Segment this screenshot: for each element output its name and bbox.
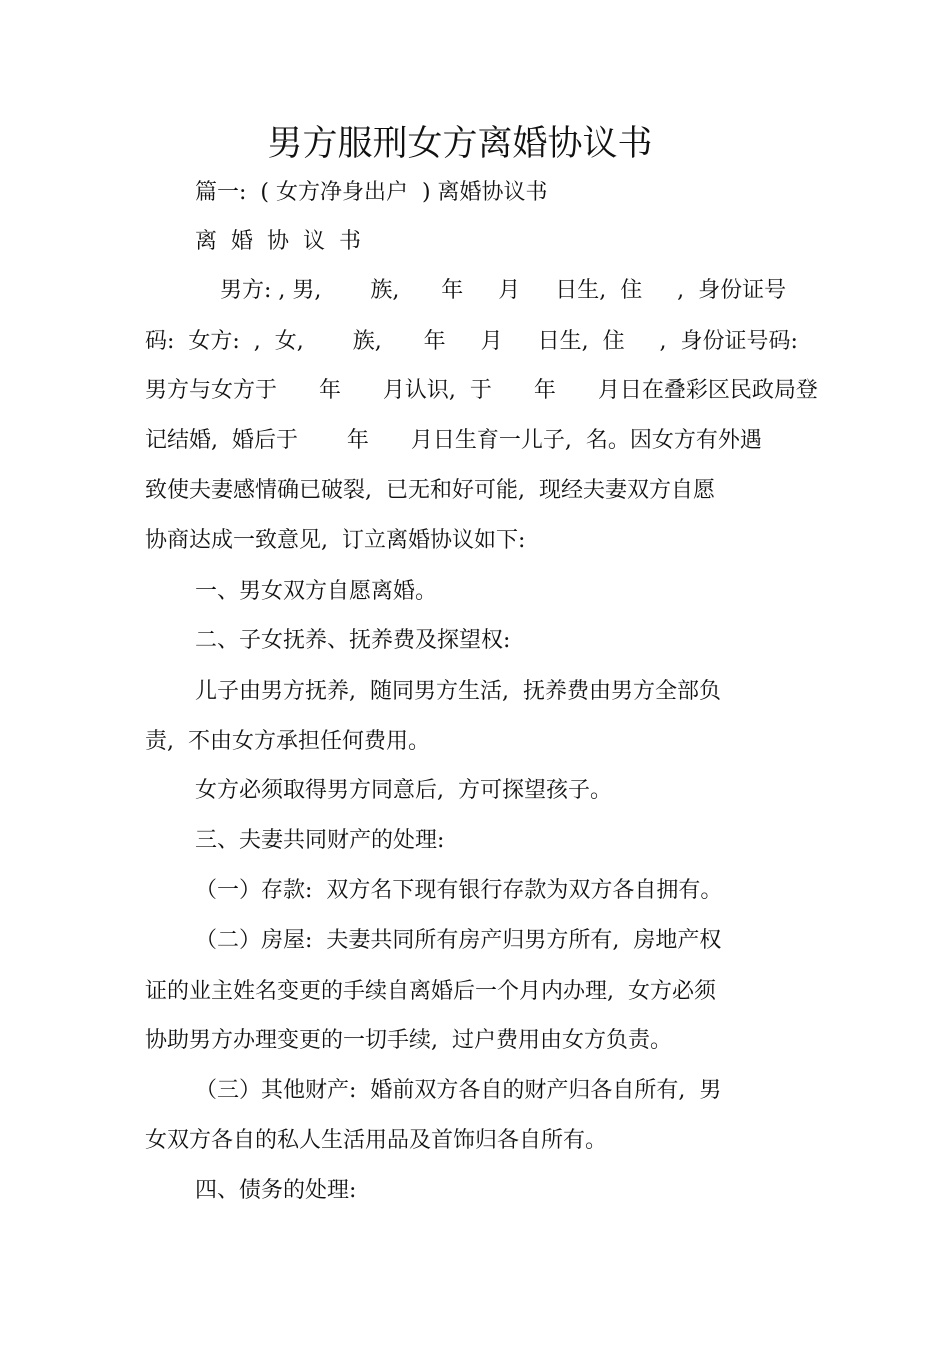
- paragraph-line: 女方必须取得男方同意后, 方可探望孩子。: [195, 778, 612, 803]
- paragraph-line: 男方: , 男, 族, 年 月 日生, 住 , 身份证号: [220, 278, 787, 303]
- section-heading: 一、男女双方自愿离婚。: [195, 579, 438, 604]
- section-heading: 三、夫妻共同财产的处理:: [195, 828, 445, 853]
- document-title: 男方服刑女方离婚协议书: [267, 124, 653, 164]
- paragraph-line: （二）房屋: 夫妻共同所有房产归男方所有, 房地产权: [195, 928, 722, 953]
- paragraph-line: 女双方各自的私人生活用品及首饰归各自所有。: [145, 1128, 608, 1153]
- subtitle-line: 篇一: ( 女方净身出户 ) 离婚协议书: [195, 180, 548, 205]
- paragraph-line: 码: 女方: , 女, 族, 年 月 日生, 住 , 身份证号码:: [145, 329, 798, 354]
- paragraph-line: 协商达成一致意见, 订立离婚协议如下:: [145, 528, 526, 553]
- paragraph-line: 男方与女方于 年 月认识, 于 年 月日在叠彩区民政局登: [145, 378, 818, 403]
- section-heading: 四、债务的处理:: [195, 1178, 357, 1203]
- section-heading: 二、子女抚养、抚养费及探望权:: [195, 628, 511, 653]
- paragraph-line: 儿子由男方抚养, 随同男方生活, 抚养费由男方全部负: [195, 679, 721, 704]
- heading-line: 离 婚 协 议 书: [195, 229, 361, 254]
- paragraph-line: （三）其他财产: 婚前双方各自的财产归各自所有, 男: [195, 1078, 722, 1103]
- paragraph-line: 记结婚, 婚后于 年 月日生育一儿子, 名。因女方有外遇: [145, 428, 762, 453]
- paragraph-line: （一）存款: 双方名下现有银行存款为双方各自拥有。: [195, 878, 723, 903]
- paragraph-line: 致使夫妻感情确已破裂, 已无和好可能, 现经夫妻双方自愿: [145, 478, 715, 503]
- paragraph-line: 责, 不由女方承担任何费用。: [145, 729, 430, 754]
- paragraph-line: 证的业主姓名变更的手续自离婚后一个月内办理, 女方必须: [145, 979, 716, 1004]
- paragraph-line: 协助男方办理变更的一切手续, 过户费用由女方负责。: [145, 1028, 672, 1053]
